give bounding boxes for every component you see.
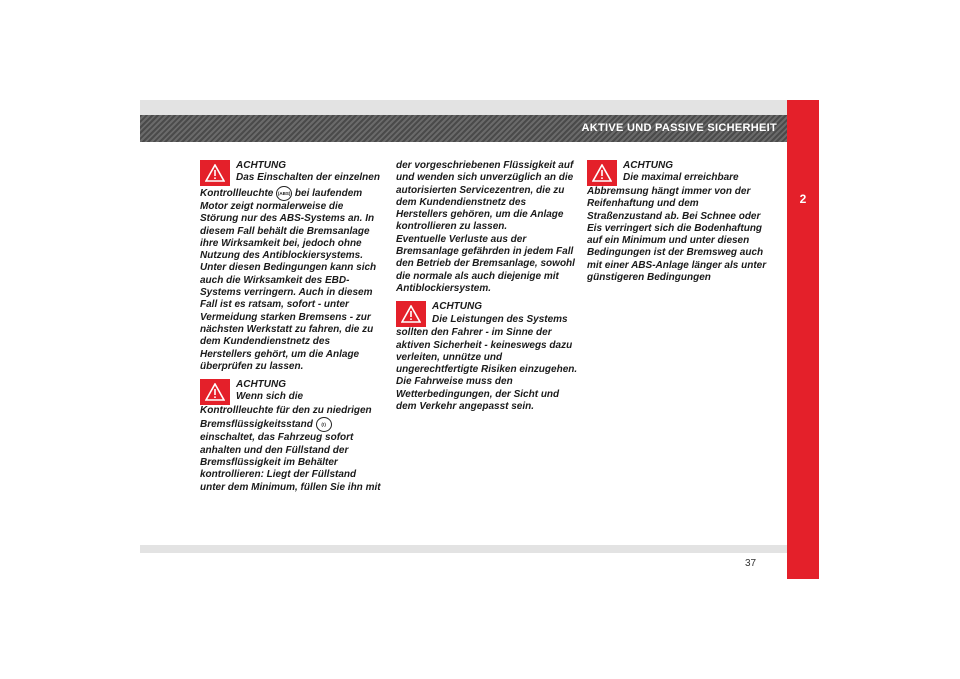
section-header xyxy=(140,115,787,142)
continuation-extra: Eventuelle Verluste aus der Bremsanlage gefährden in jedem Fall den Betrieb der Bremsanlage, sowohl die normale als auch diejenige mit Antiblockiersystem. xyxy=(396,233,575,294)
continuation-text: der vorgeschriebenen Flüssigkeit auf und wenden sich unverzüglich an die autorisierten Servicezentren, die zu dem Kundendienstnetz des Herstellers gehören, um die Anlage kontrollieren zu lassen. xyxy=(396,160,574,233)
warning-body: Abbremsung hängt immer von der Reifenhaftung und dem Straßenzustand ab. Bei Schnee oder Eis verringert sich die Bodenhaftung auf ein Minimum und unter diesen Bedingungen ist der Bremsweg auch mit einer ABS-Anlage länger als unter günstigeren Bedingungen xyxy=(587,186,767,284)
warning-system-limits xyxy=(396,301,578,413)
warning-line: Die Leistungen des Systems xyxy=(432,313,568,325)
warning-text-part: Kontrollleuchte xyxy=(200,188,274,200)
brake-fluid-warning-light-icon: (!) xyxy=(316,417,332,432)
abs-warning-light-icon: (ABS) xyxy=(276,186,292,201)
bottom-gray-bar xyxy=(140,545,787,553)
chapter-number: 2 xyxy=(799,192,807,206)
warning-text-part: Bremsflüssigkeitsstand xyxy=(200,419,313,431)
warning-brake-fluid xyxy=(200,379,382,494)
warning-triangle-icon xyxy=(587,160,617,186)
warning-body: Motor zeigt normalerweise die Störung nur des ABS-Systems an. In diesem Fall behält die Bremsanlage ihre Wirksamkeit bei, jedoch ohne Nutzung des Antiblockiersystems. Unter diesen Bedingungen kann sich auch die Wirksamkeit des EBD-Systems verringern. Auch in diesem Fall ist es ratsam, sofort - unter Vermeidung starken Bremsens - zur nächsten Werkstatt zu fahren, die zu dem Kundendienstnetz des Herstellers gehört, um die Anlage überprüfen zu lassen. xyxy=(200,201,377,372)
warning-triangle-icon xyxy=(200,160,230,186)
warning-title: ACHTUNG xyxy=(236,160,286,171)
warning-max-braking xyxy=(587,160,769,284)
warning-title: ACHTUNG xyxy=(623,160,673,171)
warning-line: Die maximal erreichbare xyxy=(623,172,739,184)
section-title: AKTIVE UND PASSIVE SICHERHEIT xyxy=(581,122,777,134)
warning-title: ACHTUNG xyxy=(432,301,482,313)
column-1 xyxy=(200,160,382,494)
warning-body: einschaltet, das Fahrzeug sofort anhalten und den Füllstand der Bremsflüssigkeit im Behälter kontrollieren: Liegt der Füllstand unter dem Minimum, füllen Sie ihn mit xyxy=(200,432,381,493)
warning-triangle-icon xyxy=(200,379,230,405)
warning-title: ACHTUNG xyxy=(236,379,286,391)
warning-text-part: Kontrollleuchte für den zu niedrigen xyxy=(200,405,372,417)
warning-body: sollten den Fahrer - im Sinne der aktiven Sicherheit - keineswegs dazu verleiten, unnütze und ungerechtfertigte Risiken einzugehen. Die Fahrweise muss den Wetterbedingungen, der Sicht und dem Verkehr angepasst sein. xyxy=(396,327,578,413)
warning-text xyxy=(200,405,382,494)
column-2 xyxy=(396,160,578,413)
warning-line: Wenn sich die xyxy=(236,391,304,403)
warning-abs xyxy=(200,160,382,373)
top-gray-bar xyxy=(140,100,787,115)
warning-triangle-icon xyxy=(396,301,426,327)
warning-text xyxy=(200,186,382,373)
page-number: 37 xyxy=(745,558,757,569)
column-3 xyxy=(587,160,769,284)
chapter-tab xyxy=(787,100,819,579)
warning-text-part: bei laufendem xyxy=(294,188,363,200)
warning-line: Das Einschalten der einzelnen xyxy=(236,172,380,184)
